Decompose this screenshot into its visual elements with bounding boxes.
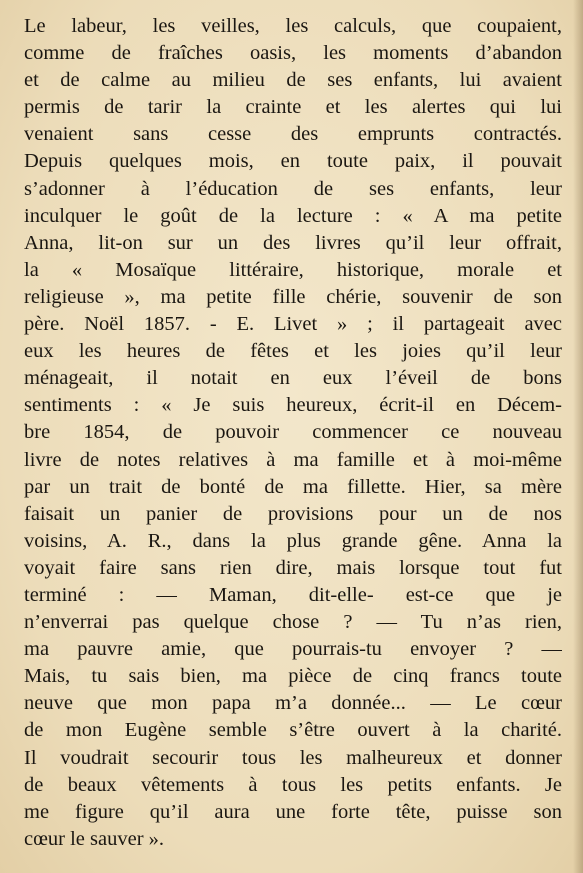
text-line: s’adonner à l’éducation de ses enfants, leur (24, 177, 562, 200)
page-edge-shadow (573, 0, 583, 873)
text-line: ma pauvre amie, que pourrais-tu envoyer ? — (24, 638, 562, 661)
text-line: terminé : — Maman, dit-elle- est-ce que je (24, 583, 562, 606)
text-line: me figure qu’il aura une forte tête, puisse son (24, 800, 562, 823)
text-line: père. Noël 1857. - E. Livet » ; il partageait avec (24, 313, 562, 336)
text-line: eux les heures de fêtes et les joies qu’il leur (24, 340, 562, 363)
text-line: Il voudrait secourir tous les malheureux et donner (24, 746, 562, 769)
text-line: voisins, A. R., dans la plus grande gêne. Anna la (24, 529, 562, 552)
text-line: sentiments : « Je suis heureux, écrit-il en Décem- (24, 394, 562, 417)
text-line: permis de tarir la crainte et les alertes qui lui (24, 96, 562, 119)
body-text (24, 13, 562, 853)
text-line: Anna, lit-on sur un des livres qu’il leur offrait, (24, 231, 562, 254)
text-line: venaient sans cesse des emprunts contractés. (24, 123, 562, 146)
text-line: ménageait, il notait en eux l’éveil de bons (24, 367, 562, 390)
text-line: faisait un panier de provisions pour un de nos (24, 502, 562, 525)
text-line: inculquer le goût de la lecture : « A ma petite (24, 204, 562, 227)
text-line: n’enverrai pas quelque chose ? — Tu n’as rien, (24, 611, 562, 634)
text-line: neuve que mon papa m’a donnée... — Le cœur (24, 692, 562, 715)
text-line: livre de notes relatives à ma famille et à moi-même (24, 448, 562, 471)
text-line: de mon Eugène semble s’être ouvert à la charité. (24, 719, 562, 742)
text-line: Le labeur, les veilles, les calculs, que coupaient, (24, 15, 562, 37)
text-line: la « Mosaïque littéraire, historique, morale et (24, 258, 562, 281)
text-line: Mais, tu sais bien, ma pièce de cinq francs toute (24, 665, 562, 688)
text-line: de beaux vêtements à tous les petits enfants. Je (24, 773, 562, 796)
text-line: Depuis quelques mois, en toute paix, il pouvait (24, 150, 562, 173)
text-line: voyait faire sans rien dire, mais lorsque tout fut (24, 556, 562, 579)
text-line: religieuse », ma petite fille chérie, souvenir de son (24, 285, 562, 308)
text-line: par un trait de bonté de ma fillette. Hier, sa mère (24, 475, 562, 498)
text-line: et de calme au milieu de ses enfants, lui avaient (24, 69, 562, 92)
text-line-last: cœur le sauver ». (24, 827, 165, 850)
text-line: comme de fraîches oasis, les moments d’abandon (24, 42, 562, 65)
text-line: bre 1854, de pouvoir commencer ce nouveau (24, 421, 562, 444)
